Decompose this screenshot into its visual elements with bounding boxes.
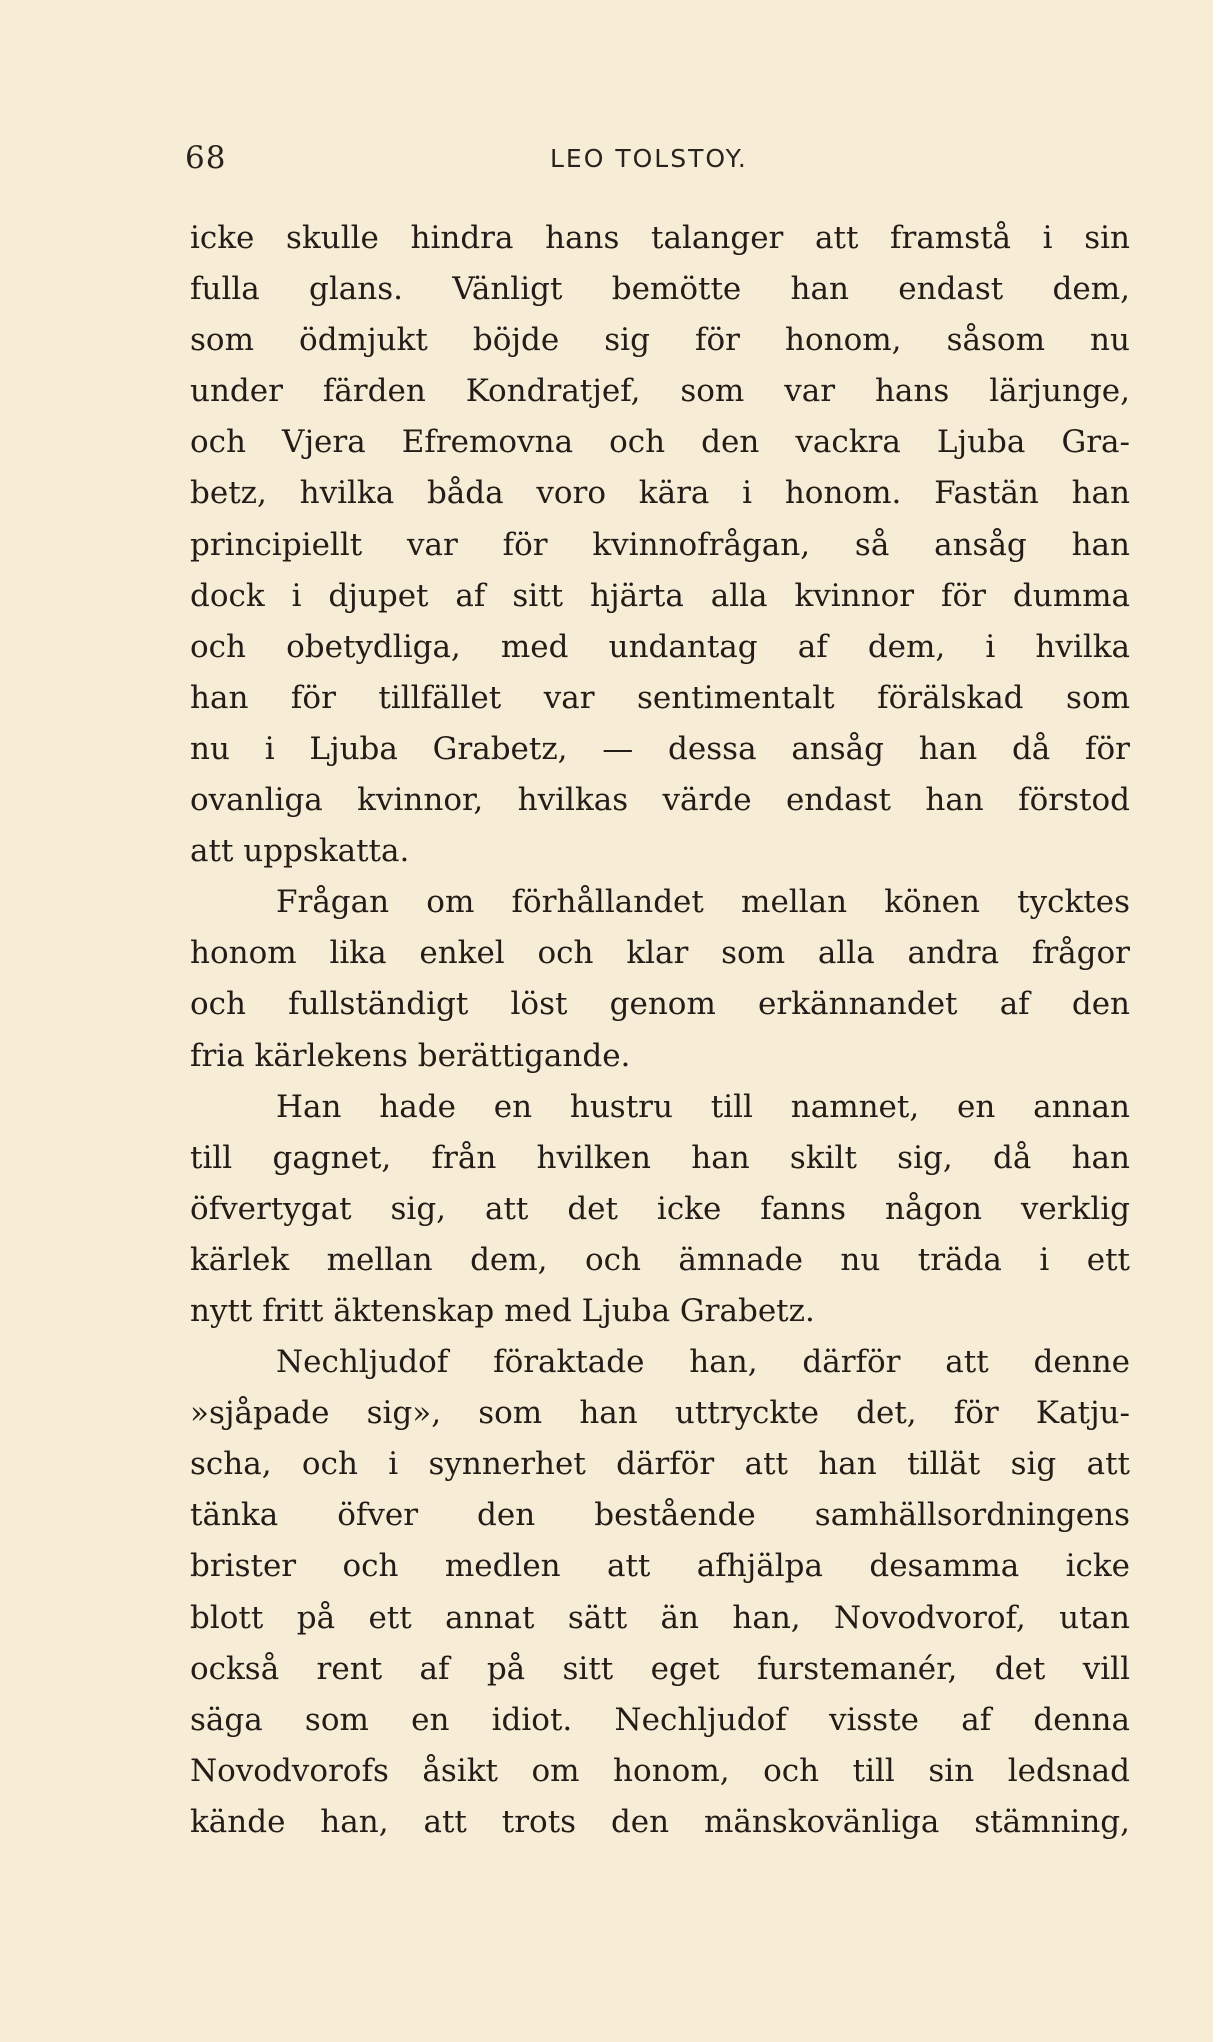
- text-line: icke skulle hindra hans talanger att framstå i sin: [190, 220, 1130, 256]
- paragraph: [190, 877, 1130, 1081]
- text-line: fria kärlekens berättigande.: [190, 1037, 631, 1074]
- text-line: Novodvorofs åsikt om honom, och till sin ledsnad: [190, 1752, 1130, 1789]
- text-line: fulla glans. Vänligt bemötte han endast dem,: [190, 271, 1130, 308]
- text-line: »sjåpade sig», som han uttryckte det, för Katju-: [190, 1395, 1130, 1432]
- paragraph: [190, 1082, 1130, 1337]
- text-line: också rent af på sitt eget furstemanér, det vill: [190, 1650, 1130, 1687]
- text-line: säga som en idiot. Nechljudof visste af denna: [190, 1701, 1130, 1738]
- paragraph: [190, 1337, 1130, 1848]
- body-text: [190, 213, 1130, 1848]
- running-head: LEO TOLSTOY.: [550, 144, 748, 173]
- text-line: han för tillfället var sentimentalt förälskad som: [190, 679, 1130, 716]
- text-line: scha, och i synnerhet därför att han tillät sig att: [190, 1446, 1130, 1483]
- text-line: som ödmjukt böjde sig för honom, såsom nu: [190, 322, 1130, 359]
- text-line: och Vjera Efremovna och den vackra Ljuba Gra-: [190, 424, 1130, 461]
- text-line: ovanliga kvinnor, hvilkas värde endast han förstod: [190, 782, 1130, 819]
- text-line: Han hade en hustru till namnet, en annan: [276, 1088, 1130, 1125]
- text-line: kände han, att trots den mänskovänliga stämning,: [190, 1803, 1130, 1840]
- text-line: under färden Kondratjef, som var hans lärjunge,: [190, 373, 1130, 410]
- text-line: brister och medlen att afhjälpa desamma icke: [190, 1548, 1130, 1585]
- text-line: och obetydliga, med undantag af dem, i hvilka: [190, 628, 1130, 665]
- text-line: blott på ett annat sätt än han, Novodvorof, utan: [190, 1599, 1130, 1636]
- text-line: Frågan om förhållandet mellan könen tycktes: [276, 884, 1130, 921]
- text-line: nu i Ljuba Grabetz, — dessa ansåg han då för: [190, 730, 1130, 767]
- page-header: [185, 140, 1130, 190]
- text-line: att uppskatta.: [190, 833, 410, 870]
- text-line: tänka öfver den bestående samhällsordningens: [190, 1497, 1130, 1534]
- page-edge: [1213, 0, 1225, 2042]
- text-line: och fullständigt löst genom erkännandet af den: [190, 986, 1130, 1023]
- text-line: öfvertygat sig, att det icke fanns någon verklig: [190, 1190, 1130, 1227]
- text-line: honom lika enkel och klar som alla andra frågor: [190, 935, 1130, 972]
- text-line: principiellt var för kvinnofrågan, så ansåg han: [190, 526, 1130, 563]
- text-line: kärlek mellan dem, och ämnade nu träda i ett: [190, 1241, 1130, 1278]
- page-number: 68: [185, 140, 227, 176]
- text-line: till gagnet, från hvilken han skilt sig, då han: [190, 1139, 1130, 1176]
- text-line: dock i djupet af sitt hjärta alla kvinnor för dumma: [190, 577, 1130, 614]
- text-line: betz, hvilka båda voro kära i honom. Fastän han: [190, 475, 1130, 512]
- text-line: Nechljudof föraktade han, därför att denne: [276, 1344, 1130, 1381]
- text-line: nytt fritt äktenskap med Ljuba Grabetz.: [190, 1292, 815, 1329]
- paragraph: [190, 213, 1130, 877]
